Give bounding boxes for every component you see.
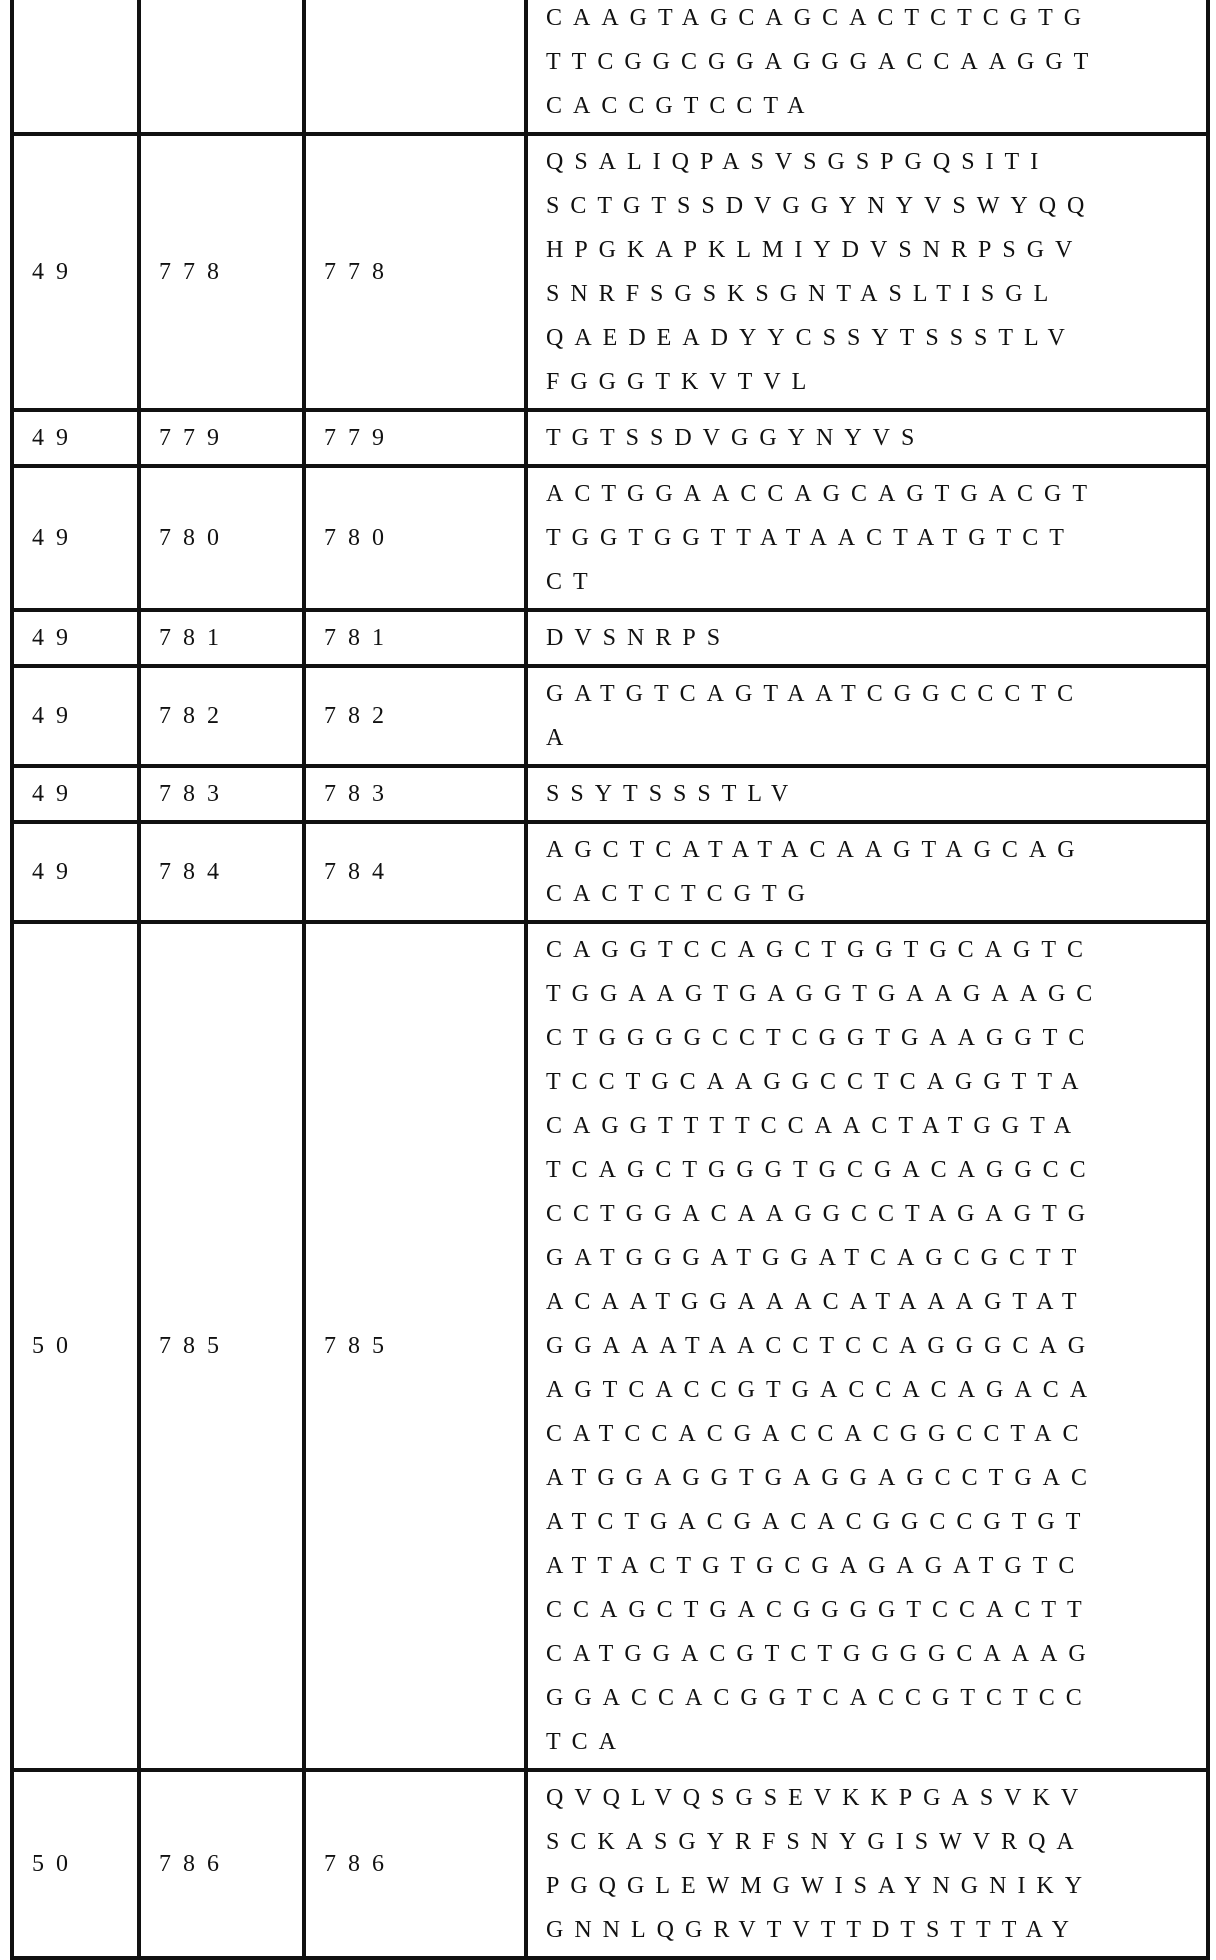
seq-id-cell: 785 (139, 922, 304, 1770)
group-number-cell: 49 (12, 610, 139, 666)
sequence-cell (526, 922, 1208, 1770)
sequence-line: CAGGTCCAGCTGGTGCAGTC (546, 928, 1206, 972)
sequence-line: SNRFSGSKSGNTASLTISGL (546, 272, 1206, 316)
sequence-line: QAEDEADYYCSSYTSSSTLV (546, 316, 1206, 360)
sequence-line: ATCTGACGACACGGCCGTGT (546, 1500, 1206, 1544)
seq-no-cell: 778 (304, 134, 526, 410)
group-number-cell: 49 (12, 822, 139, 922)
table-row (12, 1770, 1208, 1958)
group-number-cell: 49 (12, 134, 139, 410)
sequence-line: SCTGTSSDVGGYNYVSWYQQ (546, 184, 1206, 228)
sequence-line: AGCTCATATACAAGTAGCAG (546, 828, 1206, 872)
sequence-line: TGTSSDVGGYNYVS (546, 416, 1206, 460)
seq-no-cell: 786 (304, 1770, 526, 1958)
sequence-line: SSYTSSSTLV (546, 772, 1206, 816)
seq-id-cell: 783 (139, 766, 304, 822)
sequence-line: CT (546, 560, 1206, 604)
seq-id-cell: 780 (139, 466, 304, 610)
sequence-line: CATCCACGACCACGGCCTAC (546, 1412, 1206, 1456)
seq-no-cell: 785 (304, 922, 526, 1770)
seq-no-cell: 779 (304, 410, 526, 466)
table-row (12, 766, 1208, 822)
sequence-cell (526, 822, 1208, 922)
seq-id-cell (139, 0, 304, 134)
sequence-line: AGTCACCGTGACCACAGACA (546, 1368, 1206, 1412)
group-number-cell: 49 (12, 666, 139, 766)
group-number-cell (12, 0, 139, 134)
sequence-line: GNNLQGRVTVTTDTSTTTAY (546, 1908, 1206, 1952)
group-number-cell: 49 (12, 410, 139, 466)
table-row (12, 0, 1208, 134)
seq-id-cell: 779 (139, 410, 304, 466)
sequence-table (10, 0, 1210, 1960)
group-number-cell: 50 (12, 1770, 139, 1958)
seq-no-cell: 782 (304, 666, 526, 766)
seq-no-cell: 780 (304, 466, 526, 610)
seq-id-cell: 781 (139, 610, 304, 666)
table-row (12, 666, 1208, 766)
table-row (12, 922, 1208, 1770)
sequence-line: HPGKAPKLMIYDVSNRPSGV (546, 228, 1206, 272)
sequence-line: CCAGCTGACGGGGTCCACTT (546, 1588, 1206, 1632)
sequence-cell (526, 0, 1208, 134)
sequence-cell (526, 466, 1208, 610)
sequence-line: DVSNRPS (546, 616, 1206, 660)
seq-id-cell: 782 (139, 666, 304, 766)
sequence-line: ACAATGGAAACATAAAGTAT (546, 1280, 1206, 1324)
seq-id-cell: 784 (139, 822, 304, 922)
sequence-line: ATTACTGTGCGAGAGATGTC (546, 1544, 1206, 1588)
table-row (12, 466, 1208, 610)
sequence-line: ACTGGAACCAGCAGTGACGT (546, 472, 1206, 516)
sequence-cell (526, 610, 1208, 666)
sequence-line: CAGGTTTTCCAACTATGGTA (546, 1104, 1206, 1148)
sequence-cell (526, 410, 1208, 466)
seq-no-cell (304, 0, 526, 134)
seq-no-cell: 781 (304, 610, 526, 666)
sequence-line: TTCGGCGGAGGGACCAAGGT (546, 40, 1206, 84)
sequence-line: CCTGGACAAGGCCTAGAGTG (546, 1192, 1206, 1236)
sequence-line: PGQGLEWMGWISAYNGNIKY (546, 1864, 1206, 1908)
sequence-cell (526, 666, 1208, 766)
seq-no-cell: 783 (304, 766, 526, 822)
sequence-line: GGACCACGGTCACCGTCTCC (546, 1676, 1206, 1720)
sequence-cell (526, 134, 1208, 410)
sequence-line: A (546, 716, 1206, 760)
sequence-line: TCA (546, 1720, 1206, 1764)
sequence-line: FGGGTKVTVL (546, 360, 1206, 404)
sequence-line: QSALIQPASVSGSPGQSITI (546, 140, 1206, 184)
sequence-line: SCKASGYRFSNYGISWVRQA (546, 1820, 1206, 1864)
sequence-line: GATGGGATGGATCAGCGCTT (546, 1236, 1206, 1280)
group-number-cell: 50 (12, 922, 139, 1770)
sequence-line: GGAAATAACCTCCAGGGCAG (546, 1324, 1206, 1368)
group-number-cell: 49 (12, 466, 139, 610)
seq-id-cell: 786 (139, 1770, 304, 1958)
sequence-line: TGGTGGTTATAACTATGTCT (546, 516, 1206, 560)
group-number-cell: 49 (12, 766, 139, 822)
sequence-cell (526, 766, 1208, 822)
sequence-line: ATGGAGGTGAGGAGCCTGAC (546, 1456, 1206, 1500)
table-row (12, 134, 1208, 410)
seq-no-cell: 784 (304, 822, 526, 922)
sequence-line: TCCTGCAAGGCCTCAGGTTA (546, 1060, 1206, 1104)
sequence-line: TCAGCTGGGTGCGACAGGCC (546, 1148, 1206, 1192)
sequence-line: CACTCTCGTG (546, 872, 1206, 916)
sequence-line: GATGTCAGTAATCGGCCCTC (546, 672, 1206, 716)
sequence-line: TGGAAGTGAGGTGAAGAAGC (546, 972, 1206, 1016)
seq-id-cell: 778 (139, 134, 304, 410)
sequence-line: CTGGGGCCTCGGTGAAGGTC (546, 1016, 1206, 1060)
table-row (12, 822, 1208, 922)
sequence-line: CAAGTAGCAGCACTCTCGTG (546, 0, 1206, 40)
sequence-line: CATGGACGTCTGGGGCAAAG (546, 1632, 1206, 1676)
table-row (12, 410, 1208, 466)
sequence-line: QVQLVQSGSEVKKPGASVKV (546, 1776, 1206, 1820)
table-row (12, 610, 1208, 666)
sequence-cell (526, 1770, 1208, 1958)
sequence-line: CACCGTCCTA (546, 84, 1206, 128)
